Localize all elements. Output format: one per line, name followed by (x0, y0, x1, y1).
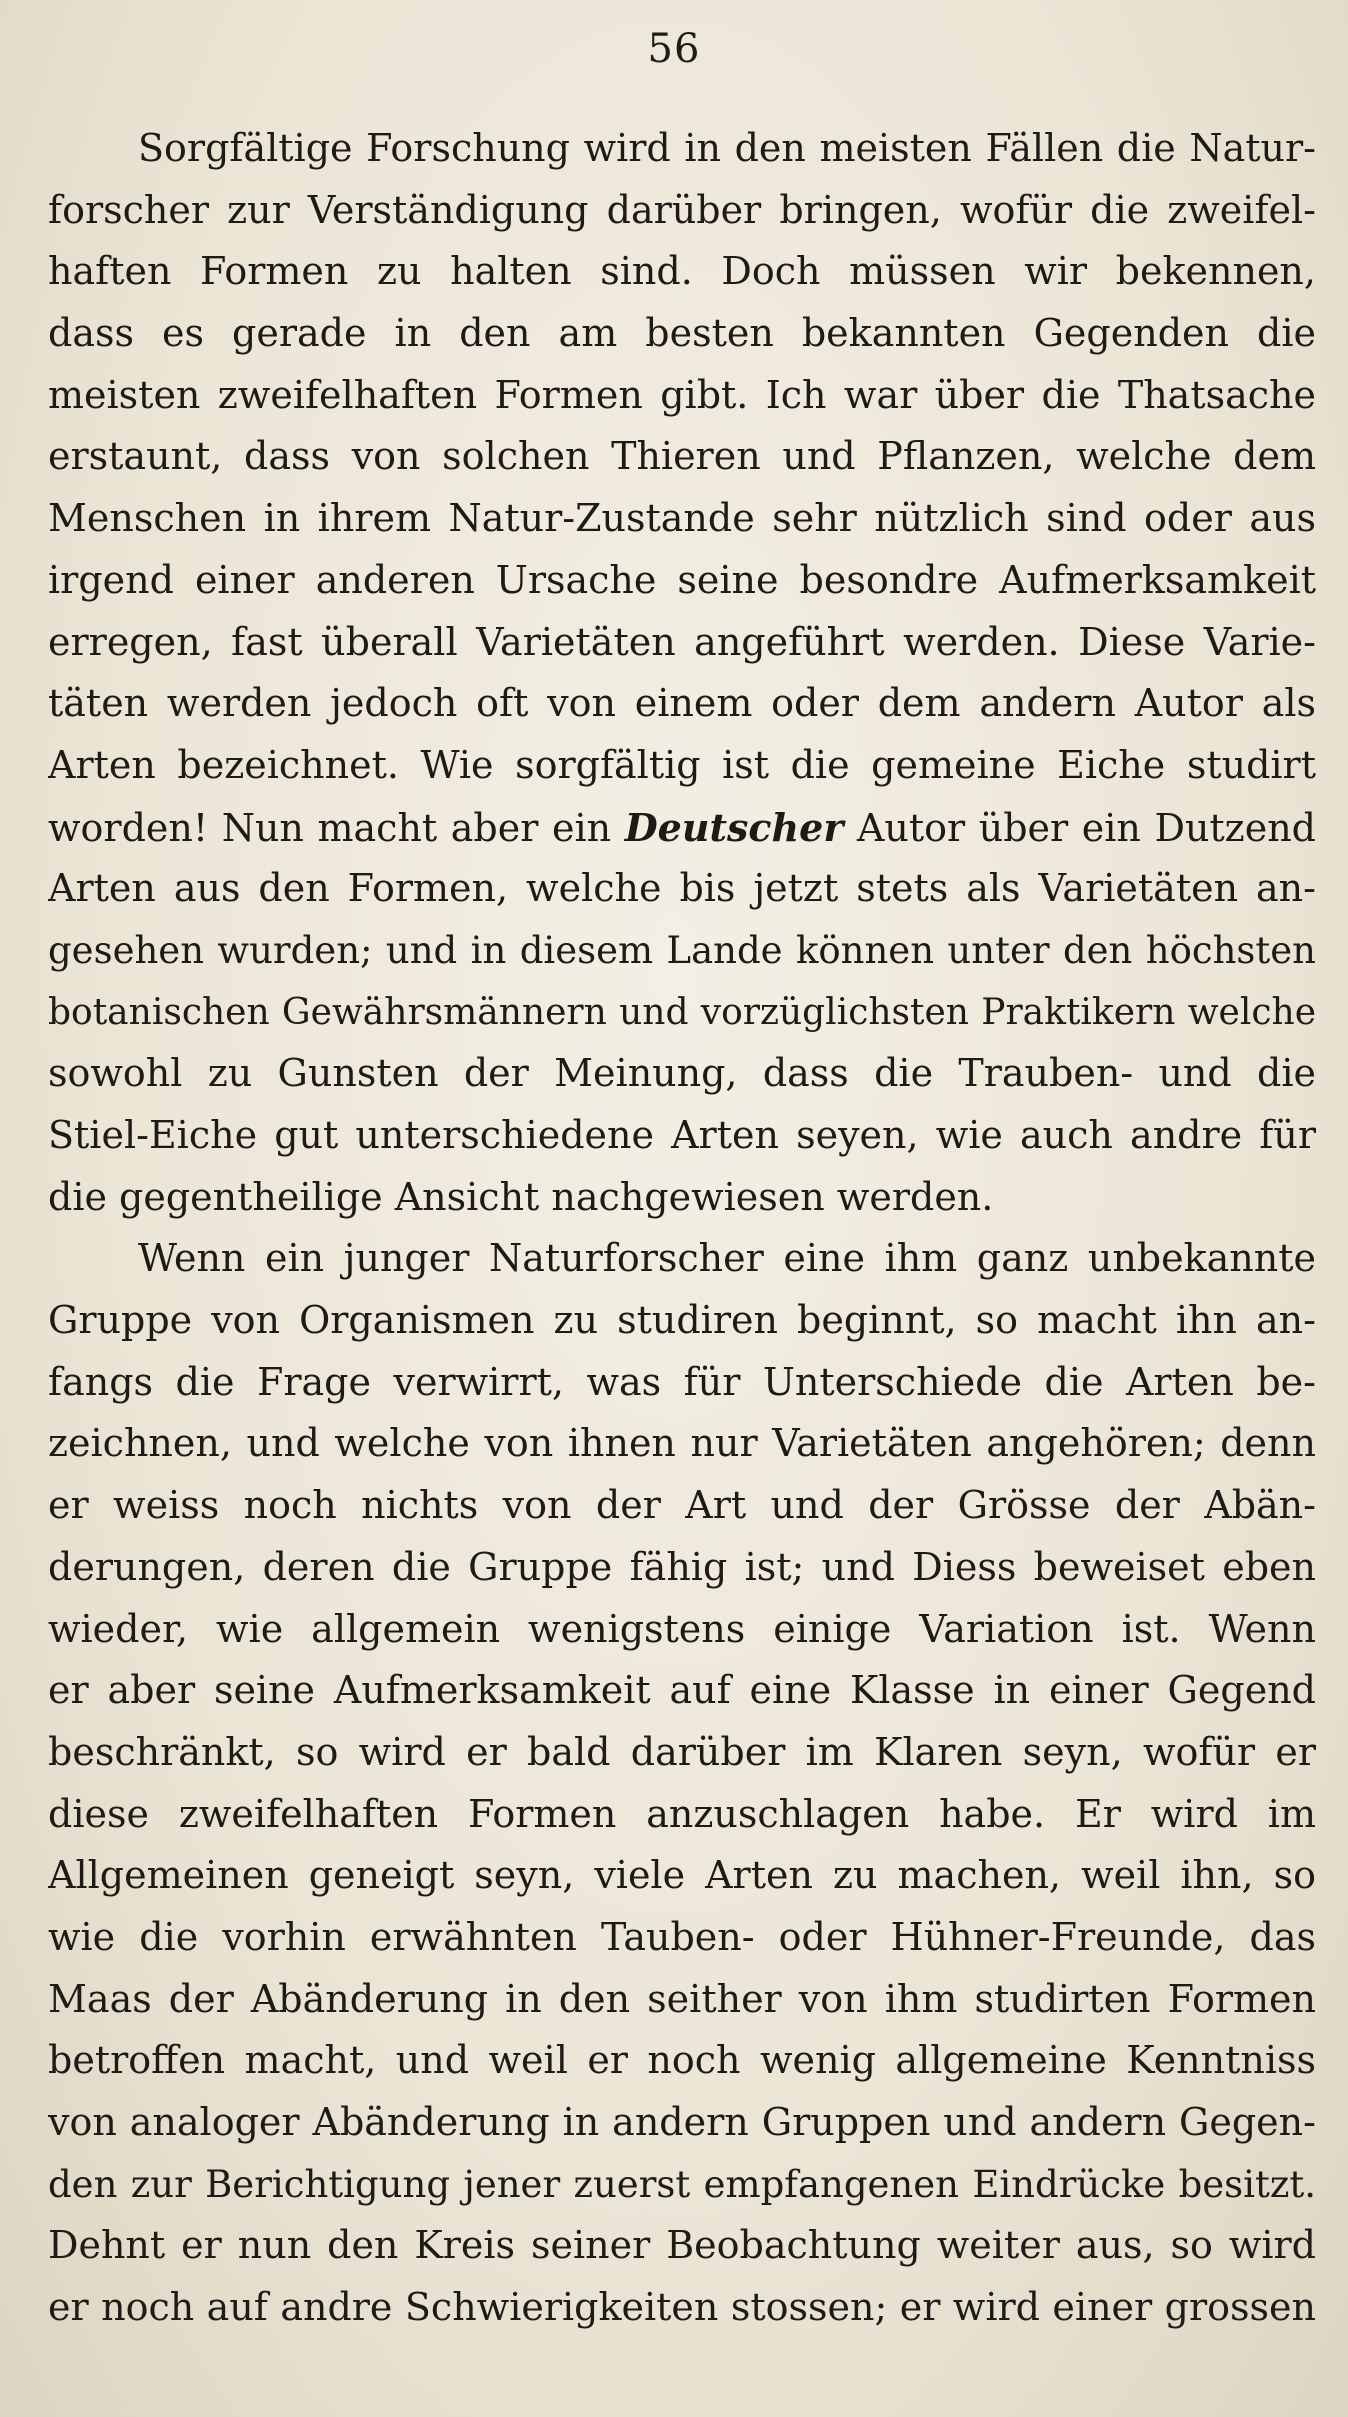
text-line: sowohl zu Gunsten der Meinung, dass die Trauben- und die (48, 1051, 1316, 1096)
text-line: wie die vorhin erwähnten Tauben- oder Hühner-Freunde, das (48, 1914, 1316, 1959)
page-number: 56 (647, 26, 701, 72)
text-line: forscher zur Verständigung darüber bringen, wofür die zweifel- (48, 187, 1316, 232)
text-line: derungen, deren die Gruppe fähig ist; und Diess beweiset eben (48, 1544, 1316, 1589)
text-line: fangs die Frage verwirrt, was für Unterschiede die Arten be- (48, 1359, 1316, 1404)
text-line: er weiss noch nichts von der Art und der Grösse der Abän- (48, 1483, 1316, 1528)
text-line: betroffen macht, und weil er noch wenig allgemeine Kenntniss (48, 2038, 1316, 2083)
text-line: er noch auf andre Schwierigkeiten stossen; er wird einer grossen (48, 2285, 1316, 2330)
text-line: Maas der Abänderung in den seither von ihm studirten Formen (48, 1976, 1316, 2021)
line-segment: Autor über ein Dutzend (843, 805, 1316, 850)
text-line: Arten aus den Formen, welche bis jetzt stets als Varietäten an- (48, 866, 1316, 911)
text-line: haften Formen zu halten sind. Doch müssen wir bekennen, (48, 249, 1316, 294)
text-line: diese zweifelhaften Formen anzuschlagen habe. Er wird im (48, 1791, 1316, 1836)
line-segment: worden! Nun macht aber ein (48, 805, 625, 850)
text-line: meisten zweifelhaften Formen gibt. Ich war über die Thatsache (48, 372, 1316, 417)
text-line: zeichnen, und welche von ihnen nur Varietäten angehören; denn (48, 1421, 1316, 1466)
text-line: dass es gerade in den am besten bekannten Gegenden die (48, 311, 1316, 356)
text-line: Gruppe von Organismen zu studiren beginnt, so macht ihn an- (48, 1298, 1316, 1343)
text-line: erregen, fast überall Varietäten angeführt werden. Diese Varie- (48, 619, 1316, 664)
emphasized-word: Deutscher (624, 804, 844, 850)
text-line: den zur Berichtigung jener zuerst empfangenen Eindrücke besitzt. (48, 2162, 1316, 2206)
text-line: er aber seine Aufmerksamkeit auf eine Klasse in einer Gegend (48, 1668, 1316, 1713)
text-line: Arten bezeichnet. Wie sorgfältig ist die gemeine Eiche studirt (48, 742, 1316, 787)
text-line: wieder, wie allgemein wenigstens einige Variation ist. Wenn (48, 1606, 1316, 1651)
text-line: Sorgfältige Forschung wird in den meisten Fällen die Natur- (138, 126, 1316, 170)
text-line: Stiel-Eiche gut unterschiedene Arten seyen, wie auch andre für (48, 1113, 1316, 1157)
text-line: von analoger Abänderung in andern Gruppen und andern Gegen- (48, 2100, 1316, 2144)
text-line: irgend einer anderen Ursache seine besondre Aufmerksamkeit (48, 557, 1316, 602)
text-line: gesehen wurden; und in diesem Lande können unter den höchsten (48, 928, 1316, 972)
text-line: Dehnt er nun den Kreis seiner Beobachtung weiter aus, so wird (48, 2223, 1316, 2268)
text-line: Menschen in ihrem Natur-Zustande sehr nützlich sind oder aus (48, 496, 1316, 541)
text-line: erstaunt, dass von solchen Thieren und Pflanzen, welche dem (48, 434, 1316, 479)
text-line: botanischen Gewährsmännern und vorzüglichsten Praktikern welche (48, 991, 1316, 1033)
body-text (48, 118, 1316, 2339)
text-line: Allgemeinen geneigt seyn, viele Arten zu machen, weil ihn, so (48, 1853, 1316, 1898)
paragraph-end-line: die gegentheilige Ansicht nachgewiesen werden. (48, 1174, 994, 1219)
text-line: täten werden jedoch oft von einem oder dem andern Autor als (48, 681, 1316, 726)
text-line: beschränkt, so wird er bald darüber im Klaren seyn, wofür er (48, 1729, 1316, 1774)
text-line-with-emphasis (48, 797, 1316, 859)
text-line: Wenn ein junger Naturforscher eine ihm ganz unbekannte (138, 1236, 1316, 1281)
